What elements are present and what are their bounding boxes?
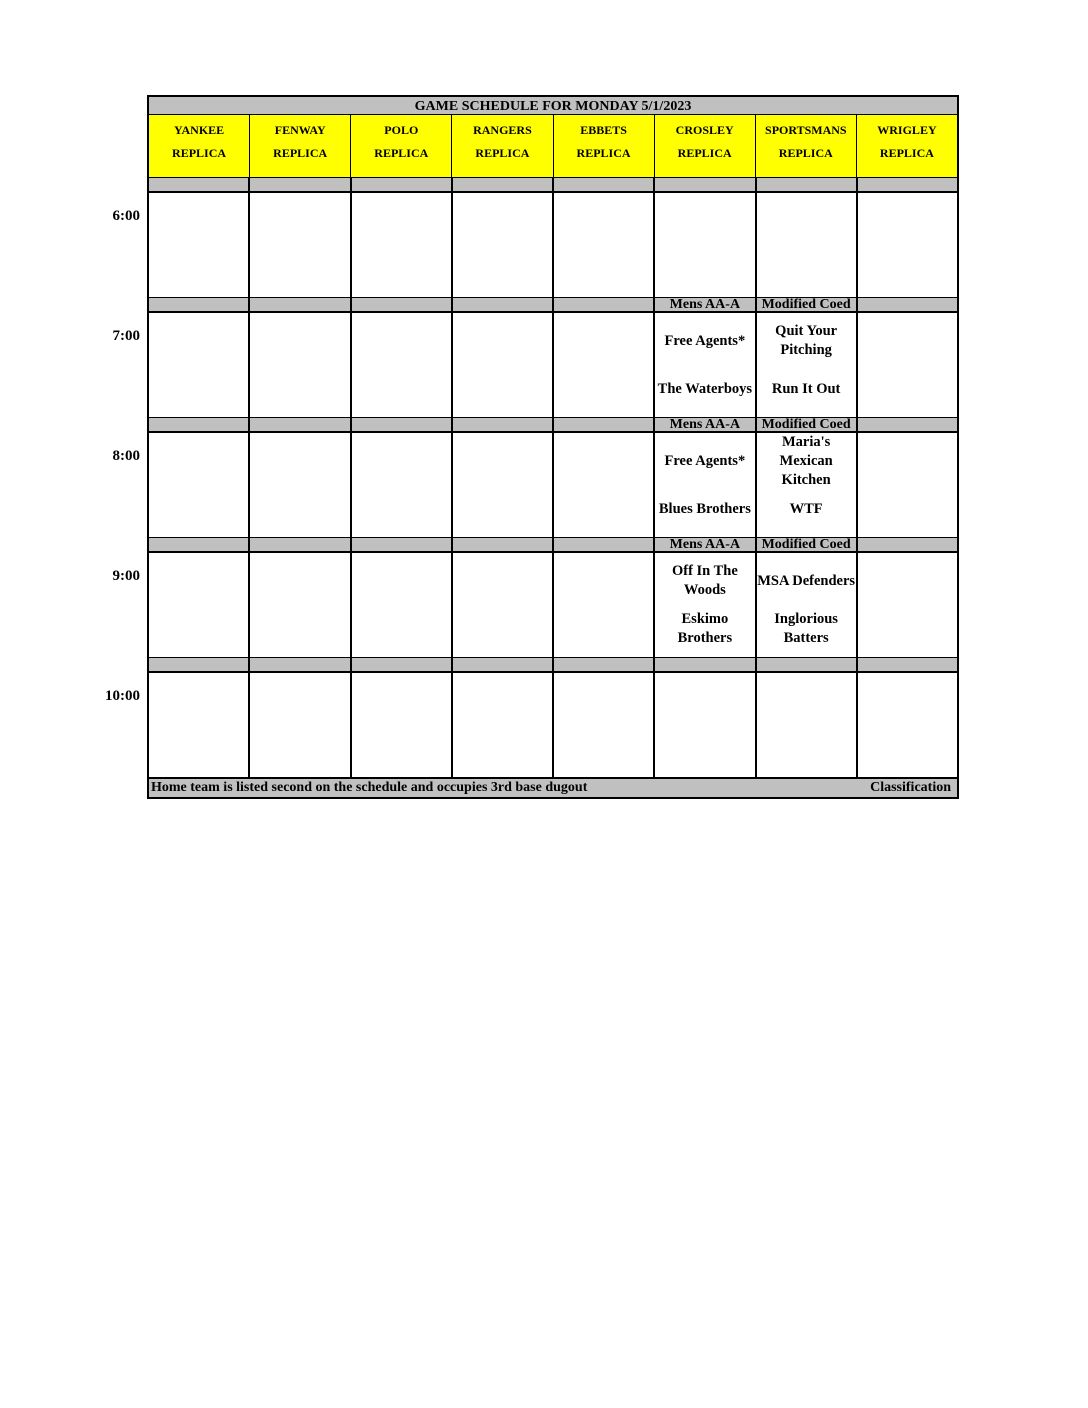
classification-cell — [858, 658, 957, 671]
home-team: WTF — [789, 500, 823, 517]
home-team — [352, 485, 451, 533]
away-team — [453, 557, 552, 605]
field-name: CROSLEY — [675, 123, 734, 137]
away-team — [352, 197, 451, 245]
classification-row — [147, 177, 959, 193]
away-team — [858, 677, 957, 725]
home-team — [149, 485, 248, 533]
time-label: 8:00 — [112, 448, 140, 464]
classification-cell — [655, 178, 756, 191]
schedule-title: GAME SCHEDULE FOR MONDAY 5/1/2023 — [147, 95, 959, 115]
classification-row — [147, 297, 959, 313]
time-label: 7:00 — [112, 328, 140, 344]
field-header-polo — [351, 115, 452, 177]
home-team-note: Home team is listed second on the schedule and occupies 3rd base dugout — [151, 780, 588, 795]
away-team — [453, 677, 552, 725]
field-name: SPORTSMANS — [765, 123, 847, 137]
classification-cell — [453, 418, 554, 431]
home-team — [858, 365, 957, 413]
classification-cell: Modified Coed — [757, 298, 858, 311]
game-cell — [655, 673, 756, 777]
game-cell — [655, 553, 756, 657]
away-team — [149, 197, 248, 245]
home-team: The Waterboys — [657, 380, 753, 397]
field-name: RANGERS — [473, 123, 532, 137]
home-team — [352, 365, 451, 413]
classification-legend: Classification — [870, 780, 951, 795]
time-slot-row — [147, 553, 959, 657]
home-team — [453, 485, 552, 533]
classification-cell — [554, 418, 655, 431]
classification-cell — [250, 178, 351, 191]
field-header-wrigley — [857, 115, 957, 177]
game-cell — [453, 673, 554, 777]
classification-cell — [858, 538, 957, 551]
home-team — [554, 725, 653, 773]
away-team: Off In The Woods — [671, 563, 738, 598]
field-subtitle: REPLICA — [879, 146, 934, 160]
classification-row — [147, 537, 959, 553]
classification-cell — [858, 418, 957, 431]
field-name: POLO — [384, 123, 419, 137]
game-cell — [250, 673, 351, 777]
game-cell — [655, 313, 756, 417]
classification-cell — [352, 418, 453, 431]
field-header-yankee — [149, 115, 250, 177]
game-cell — [858, 433, 957, 537]
home-team — [149, 245, 248, 293]
home-team — [554, 485, 653, 533]
schedule-footer — [147, 777, 959, 799]
home-team — [453, 365, 552, 413]
classification-cell — [352, 658, 453, 671]
classification-cell — [453, 298, 554, 311]
away-team — [453, 437, 552, 485]
classification-cell — [149, 178, 250, 191]
game-cell — [352, 553, 453, 657]
home-team — [250, 485, 349, 533]
game-cell — [655, 433, 756, 537]
game-cell — [554, 433, 655, 537]
classification-cell — [655, 658, 756, 671]
game-cell — [554, 553, 655, 657]
home-team: Inglorious Batters — [774, 611, 838, 646]
home-team — [554, 605, 653, 653]
home-team — [453, 245, 552, 293]
game-cell — [352, 673, 453, 777]
schedule-body — [147, 177, 959, 777]
away-team — [250, 557, 349, 605]
away-team — [453, 197, 552, 245]
field-header-row — [147, 115, 959, 177]
classification-cell — [352, 538, 453, 551]
field-subtitle: REPLICA — [778, 146, 833, 160]
away-team — [352, 557, 451, 605]
game-cell — [858, 553, 957, 657]
classification-cell — [352, 178, 453, 191]
game-cell — [757, 193, 858, 297]
home-team — [453, 725, 552, 773]
home-team — [655, 725, 754, 773]
away-team — [554, 317, 653, 365]
field-name: EBBETS — [580, 123, 627, 137]
classification-row — [147, 417, 959, 433]
away-team — [858, 197, 957, 245]
game-cell — [453, 433, 554, 537]
game-cell — [250, 553, 351, 657]
game-cell — [554, 313, 655, 417]
time-label: 10:00 — [105, 688, 140, 704]
classification-cell — [554, 658, 655, 671]
schedule-sheet — [147, 95, 959, 799]
classification-row — [147, 657, 959, 673]
field-name: YANKEE — [173, 123, 225, 137]
home-team: Run It Out — [771, 380, 841, 397]
game-cell — [655, 193, 756, 297]
game-cell — [757, 433, 858, 537]
home-team — [858, 605, 957, 653]
home-team — [655, 245, 754, 293]
game-cell — [858, 673, 957, 777]
game-cell — [352, 313, 453, 417]
away-team — [352, 317, 451, 365]
away-team — [554, 557, 653, 605]
field-header-ebbets — [554, 115, 655, 177]
classification-cell — [250, 658, 351, 671]
classification-cell: Mens AA-A — [655, 298, 756, 311]
game-cell — [757, 553, 858, 657]
home-team: Eskimo Brothers — [677, 611, 733, 646]
classification-cell: Modified Coed — [757, 418, 858, 431]
time-slot-row — [147, 313, 959, 417]
field-header-crosley — [655, 115, 756, 177]
game-cell — [554, 673, 655, 777]
classification-cell — [250, 418, 351, 431]
classification-cell: Modified Coed — [757, 538, 858, 551]
away-team: Free Agents* — [664, 332, 746, 349]
home-team — [149, 605, 248, 653]
game-cell — [250, 433, 351, 537]
classification-cell — [453, 538, 554, 551]
home-team — [250, 245, 349, 293]
time-slot-row — [147, 673, 959, 777]
game-cell — [554, 193, 655, 297]
away-team — [250, 317, 349, 365]
home-team — [453, 605, 552, 653]
home-team — [858, 485, 957, 533]
field-subtitle: REPLICA — [374, 146, 429, 160]
away-team: MSA Defenders — [757, 572, 856, 589]
home-team — [149, 725, 248, 773]
classification-cell — [250, 298, 351, 311]
away-team — [149, 317, 248, 365]
game-cell — [453, 193, 554, 297]
field-subtitle: REPLICA — [475, 146, 530, 160]
game-cell — [453, 313, 554, 417]
field-subtitle: REPLICA — [576, 146, 631, 160]
home-team — [352, 245, 451, 293]
home-team — [352, 725, 451, 773]
game-cell — [757, 313, 858, 417]
away-team — [352, 677, 451, 725]
field-subtitle: REPLICA — [172, 146, 227, 160]
game-cell — [352, 433, 453, 537]
away-team — [453, 317, 552, 365]
away-team — [250, 677, 349, 725]
home-team — [554, 365, 653, 413]
field-header-fenway — [250, 115, 351, 177]
away-team — [554, 677, 653, 725]
home-team — [757, 245, 856, 293]
classification-cell: Mens AA-A — [655, 538, 756, 551]
away-team — [352, 437, 451, 485]
classification-cell — [149, 538, 250, 551]
home-team — [352, 605, 451, 653]
home-team — [757, 725, 856, 773]
classification-cell — [858, 298, 957, 311]
game-cell — [149, 193, 250, 297]
classification-cell — [453, 658, 554, 671]
home-team — [250, 725, 349, 773]
classification-cell — [554, 538, 655, 551]
away-team — [757, 197, 856, 245]
classification-cell — [149, 418, 250, 431]
game-cell — [757, 673, 858, 777]
field-subtitle: REPLICA — [273, 146, 328, 160]
classification-cell — [757, 178, 858, 191]
away-team — [149, 677, 248, 725]
home-team: Blues Brothers — [658, 500, 751, 517]
field-name: WRIGLEY — [877, 123, 937, 137]
classification-cell: Mens AA-A — [655, 418, 756, 431]
home-team — [250, 365, 349, 413]
away-team — [655, 197, 754, 245]
away-team — [250, 197, 349, 245]
home-team — [149, 365, 248, 413]
away-team — [554, 197, 653, 245]
field-subtitle: REPLICA — [677, 146, 732, 160]
classification-cell — [149, 298, 250, 311]
game-cell — [453, 553, 554, 657]
classification-cell — [352, 298, 453, 311]
game-cell — [352, 193, 453, 297]
home-team — [858, 725, 957, 773]
away-team — [149, 437, 248, 485]
game-cell — [149, 553, 250, 657]
away-team — [250, 437, 349, 485]
game-cell — [858, 193, 957, 297]
home-team — [554, 245, 653, 293]
time-slot-row — [147, 433, 959, 537]
classification-cell — [149, 658, 250, 671]
classification-cell — [250, 538, 351, 551]
game-cell — [149, 313, 250, 417]
time-label: 9:00 — [112, 568, 140, 584]
field-header-rangers — [452, 115, 553, 177]
classification-cell — [757, 658, 858, 671]
game-cell — [149, 673, 250, 777]
away-team: Quit Your Pitching — [775, 323, 838, 358]
classification-cell — [554, 178, 655, 191]
field-header-sportsmans — [756, 115, 857, 177]
away-team — [858, 437, 957, 485]
away-team — [858, 317, 957, 365]
time-slot-row — [147, 193, 959, 297]
away-team: Free Agents* — [664, 452, 746, 469]
field-name: FENWAY — [274, 123, 326, 137]
time-label: 6:00 — [112, 208, 140, 224]
away-team — [858, 557, 957, 605]
classification-cell — [554, 298, 655, 311]
away-team — [149, 557, 248, 605]
game-cell — [250, 193, 351, 297]
home-team — [250, 605, 349, 653]
away-team: Maria's Mexican Kitchen — [779, 433, 833, 488]
game-cell — [250, 313, 351, 417]
home-team — [858, 245, 957, 293]
away-team — [655, 677, 754, 725]
classification-cell — [858, 178, 957, 191]
away-team — [757, 677, 856, 725]
classification-cell — [453, 178, 554, 191]
game-cell — [149, 433, 250, 537]
away-team — [554, 437, 653, 485]
game-cell — [858, 313, 957, 417]
